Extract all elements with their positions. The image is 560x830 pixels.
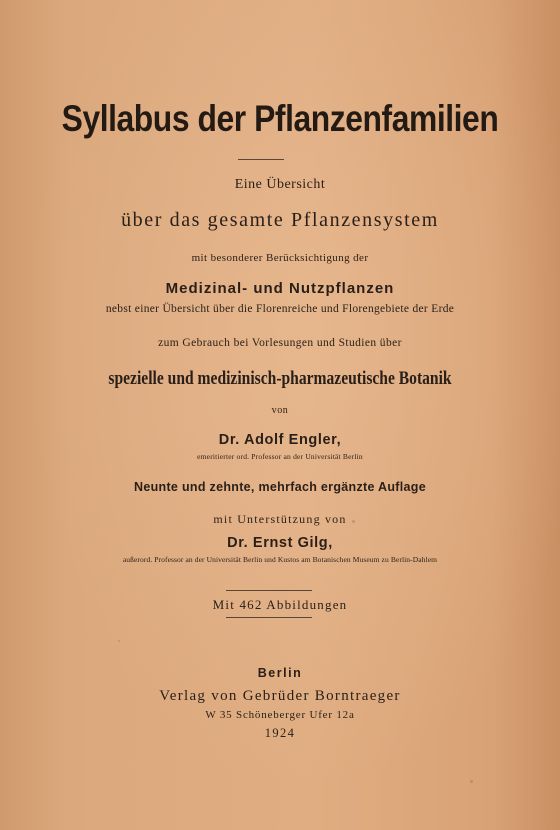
imprint-publisher: Verlag von Gebrüder Borntraeger [159, 688, 401, 704]
illustrations-rule-top [226, 590, 312, 591]
subtitle-line-6: zum Gebrauch bei Vorlesungen und Studien über [158, 337, 402, 349]
subtitle-line-2: über das gesamte Pflanzensystem [121, 209, 439, 231]
subtitle-line-3: mit besonderer Berücksichtigung der [191, 252, 369, 264]
coauthor-name: Dr. Ernst Gilg, [227, 535, 333, 551]
subtitle-line-7: spezielle und medizinisch-pharmazeutische Botanik [108, 368, 452, 389]
author-intro: von [271, 405, 289, 416]
subtitle-line-1: Eine Übersicht [234, 177, 326, 192]
imprint-city: Berlin [257, 666, 303, 680]
coauthor-intro: mit Unterstützung von [213, 512, 347, 526]
subtitle-line-5: nebst einer Übersicht über die Florenreiche und Florengebiete der Erde [105, 303, 455, 315]
illustrations-rule-bottom [226, 617, 312, 618]
author-affiliation: emeritierter ord. Professor an der Universität Berlin [197, 452, 363, 461]
paper-stain [470, 780, 473, 783]
book-title: Syllabus der Pflanzenfamilien [61, 98, 499, 139]
edition-statement: Neunte und zehnte, mehrfach ergänzte Auflage [134, 480, 426, 494]
subtitle-line-4: Medizinal- und Nutzpflanzen [165, 280, 395, 297]
imprint-year: 1924 [264, 726, 296, 740]
imprint-address: W 35 Schöneberger Ufer 12a [205, 709, 355, 721]
illustrations-note: Mit 462 Abbildungen [212, 597, 348, 612]
author-name: Dr. Adolf Engler, [218, 432, 342, 448]
title-rule [238, 159, 284, 160]
coauthor-affiliation: außerord. Professor an der Universität Berlin und Kustos am Botanischen Museum zu Berlin-Dahlem [122, 555, 438, 564]
paper-stain [118, 640, 120, 642]
